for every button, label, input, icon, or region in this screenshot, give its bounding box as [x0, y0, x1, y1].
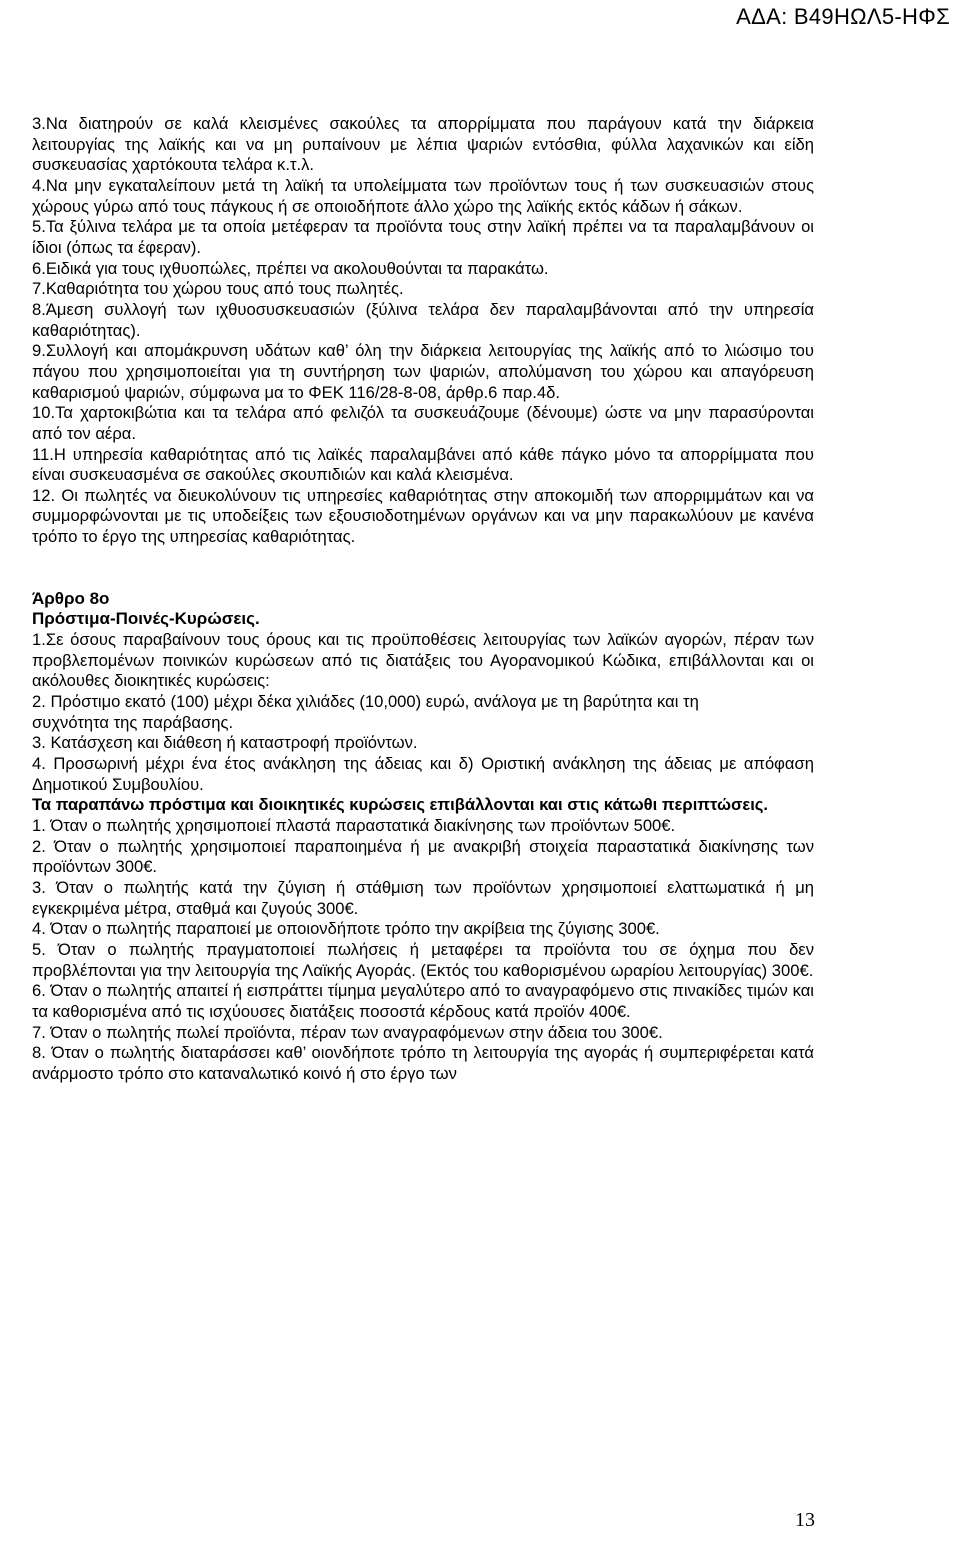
- paragraph: 8. Όταν ο πωλητής διαταράσσει καθ’ οιονδήποτε τρόπο τη λειτουργία της αγοράς ή συμπεριφέρεται κατά ανάρμοστο τρόπο στο καταναλωτικό κοινό ή στο έργο των: [32, 1043, 814, 1083]
- paragraphs-cases: [32, 816, 814, 1085]
- paragraph: 1.Σε όσους παραβαίνουν τους όρους και τις προϋποθέσεις λειτουργίας των λαϊκών αγορών, πέραν των προβλεπομένων ποινικών κυρώσεων από τις διατάξεις του Αγορανομικού Κώδικα, επιβάλλονται και οι ακόλουθες διοικητικές κυρώσεις:: [32, 630, 814, 691]
- paragraph: 11.Η υπηρεσία καθαριότητας από τις λαϊκές παραλαμβάνει από κάθε πάγκο μόνο τα απορρίμματα που είναι συσκευασμένα σε σακούλες σκουπιδιών και καλά κλεισμένα.: [32, 444, 814, 485]
- paragraph: 4. Όταν ο πωλητής παραποιεί με οποιονδήποτε τρόπο την ακρίβεια της ζύγισης 300€.: [32, 919, 660, 939]
- paragraph: 3. Κατάσχεση και διάθεση ή καταστροφή προϊόντων.: [32, 733, 418, 753]
- paragraphs-top: [32, 114, 814, 548]
- paragraph: 6.Ειδικά για τους ιχθυοπώλες, πρέπει να ακολουθούνται τα παρακάτω.: [32, 258, 549, 278]
- paragraph: συχνότητα της παράβασης.: [32, 712, 234, 732]
- article-title: Άρθρο 8ο: [32, 588, 110, 608]
- paragraph: 1. Όταν ο πωλητής χρησιμοποιεί πλαστά παραστατικά διακίνησης των προϊόντων 500€.: [32, 816, 676, 835]
- paragraph: 4.Να μην εγκαταλείπουν μετά τη λαϊκή τα υπολείμματα των προϊόντων τους ή των συσκευασιών στους χώρους γύρω από τους πάγκους ή σε οποιοδήποτε άλλο χώρο της λαϊκής εκτός κάδων ή σάκων.: [32, 175, 814, 216]
- paragraph: 3.Να διατηρούν σε καλά κλεισμένες σακούλες τα απορρίμματα που παράγουν κατά την διάρκεια λειτουργίας της λαϊκής και να μη ρυπαίνουν με λέπια ψαριών εντόσθια, φύλλα λαχανικών και είδη συσκευασίας χαρτόκουτα τελάρα κ.τ.λ.: [32, 114, 814, 175]
- paragraph: 9.Συλλογή και απομάκρυνση υδάτων καθ’ όλη την διάρκεια λειτουργίας της λαϊκής από το λιώσιμο του πάγου που χρησιμοποιείται για τη συντήρηση των ψαριών, απολύμανση του χώρου και απαγόρευση καθαρισμού ψαριών, σύμφωνα μα το ΦΕΚ 116/28-8-08, άρθρ.6 παρ.4δ.: [32, 341, 814, 402]
- paragraph: 3. Όταν ο πωλητής κατά την ζύγιση ή στάθμιση των προϊόντων χρησιμοποιεί ελαττωματικά ή μη εγκεκριμένα μέτρα, σταθμά και ζυγούς 300€.: [32, 877, 814, 918]
- paragraph: 5.Τα ξύλινα τελάρα με τα οποία μετέφεραν τα προϊόντα τους στην λαϊκή πρέπει να τα παραλαμβάνουν οι ίδιοι (όπως τα έφεραν).: [32, 217, 814, 257]
- paragraph: 5. Όταν ο πωλητής πραγματοποιεί πωλήσεις ή μεταφέρει τα προϊόντα του σε όχημα που δεν προβλέπονται για την λειτουργία της Λαϊκής Αγοράς. (Εκτός του καθορισμένου ωραρίου λειτουργίας) 300€.: [32, 939, 814, 980]
- paragraph: 6. Όταν ο πωλητής απαιτεί ή εισπράττει τίμημα μεγαλύτερο από το αναγραφόμενο στις πινακίδες τιμών και τα καθορισμένα από τις ισχύουσες διατάξεις ποσοστά κέρδους κατά προϊόν 400€.: [32, 981, 814, 1021]
- paragraph: 2. Όταν ο πωλητής χρησιμοποιεί παραποιημένα ή με ανακριβή στοιχεία παραστατικά διακίνησης των προϊόντων 300€.: [32, 836, 814, 877]
- paragraph: 7.Καθαριότητα του χώρου τους από τους πωλητές.: [32, 279, 404, 299]
- paragraph: 12. Οι πωλητές να διευκολύνουν τις υπηρεσίες καθαριότητας στην αποκομιδή των απορριμμάτων και να συμμορφώνονται με τις υποδείξεις των εξουσιοδοτημένων οργάνων και να μην παρακωλύουν με κανένα τρόπο το έργο της υπηρεσίας καθαριότητας.: [32, 485, 814, 547]
- paragraph: 4. Προσωρινή μέχρι ένα έτος ανάκληση της άδειας και δ) Οριστική ανάκληση της άδειας με απόφαση Δημοτικού Συμβουλίου.: [32, 754, 814, 794]
- paragraph: 7. Όταν ο πωλητής πωλεί προϊόντα, πέραν των αναγραφόμενων στην άδεια του 300€.: [32, 1022, 663, 1042]
- ada-header: ΑΔΑ: Β49ΗΩΛ5-ΗΦΣ: [736, 4, 950, 29]
- page-number: 13: [795, 1509, 815, 1531]
- paragraph: 10.Τα χαρτοκιβώτια και τα τελάρα από φελιζόλ τα συσκευάζουμε (δένουμε) ώστε να μην παρασύρονται από τον αέρα.: [32, 403, 814, 443]
- paragraph: 2. Πρόστιμο εκατό (100) μέχρι δέκα χιλιάδες (10,000) ευρώ, ανάλογα με τη βαρύτητα και τη: [32, 692, 699, 712]
- bold-paragraph: Τα παραπάνω πρόστιμα και διοικητικές κυρώσεις επιβάλλονται και στις κάτωθι περιπτώσεις.: [32, 795, 769, 815]
- article-subtitle: Πρόστιμα-Ποινές-Κυρώσεις.: [32, 609, 260, 629]
- paragraph: 8.Άμεση συλλογή των ιχθυοσυσκευασιών (ξύλινα τελάρα δεν παραλαμβάνονται από την υπηρεσία καθαριότητας).: [32, 299, 814, 340]
- paragraphs-article: [32, 630, 814, 795]
- document-body: [32, 114, 814, 1085]
